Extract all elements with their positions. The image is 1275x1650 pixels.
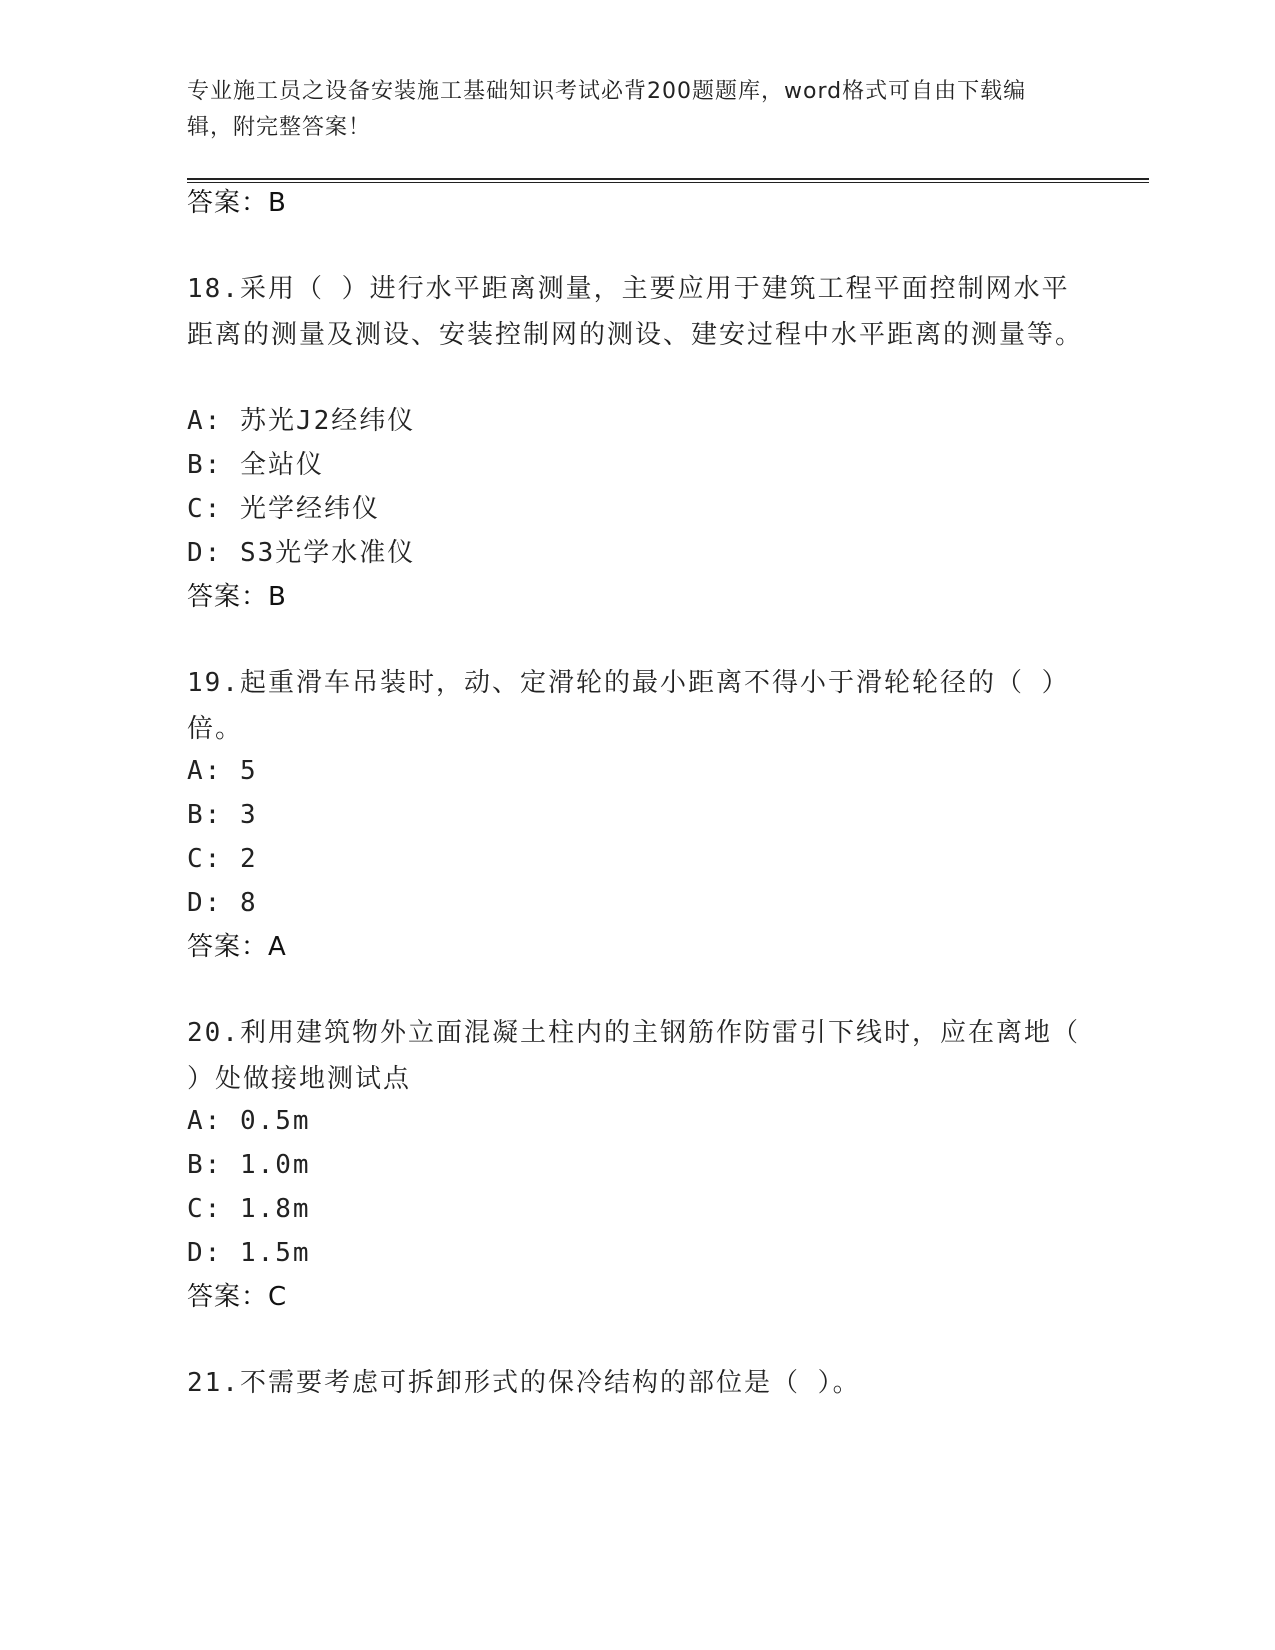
question-21-stem: 21.不需要考虑可拆卸形式的保冷结构的部位是（ ）。 (187, 1368, 861, 1398)
question-19-option-c: C: 2 (187, 844, 258, 874)
question-20-option-c: C: 1.8m (187, 1194, 311, 1224)
answer-q20: 答案：C (187, 1282, 288, 1312)
answer-q18: 答案：B (187, 582, 287, 612)
question-18-option-a: A: 苏光J2经纬仪 (187, 406, 416, 436)
question-18-stem: 18.采用（ ）进行水平距离测量，主要应用于建筑工程平面控制网水平距离的测量及测设、安装控制网的测设、建安过程中水平距离的测量等。 (187, 274, 1084, 350)
answer-q19: 答案：A (187, 932, 287, 962)
answer-q17: 答案：B (187, 188, 287, 218)
question-18-option-b: B: 全站仪 (187, 450, 324, 480)
question-20-stem: 20.利用建筑物外立面混凝土柱内的主钢筋作防雷引下线时，应在离地（ ）处做接地测试点 (187, 1018, 1080, 1094)
page-header: 专业施工员之设备安装施工基础知识考试必背200题题库，word格式可自由下载编辑，附完整答案！ (187, 79, 1027, 140)
question-19-option-a: A: 5 (187, 756, 258, 786)
question-18-option-c: C: 光学经纬仪 (187, 494, 380, 524)
question-20-option-d: D: 1.5m (187, 1238, 311, 1268)
question-20-option-b: B: 1.0m (187, 1150, 311, 1180)
question-19-stem: 19.起重滑车吊装时，动、定滑轮的最小距离不得小于滑轮轮径的（ ）倍。 (187, 668, 1070, 744)
question-19-option-b: B: 3 (187, 800, 258, 830)
question-20-option-a: A: 0.5m (187, 1106, 311, 1136)
question-18-option-d: D: S3光学水准仪 (187, 538, 416, 568)
question-19-option-d: D: 8 (187, 888, 258, 918)
